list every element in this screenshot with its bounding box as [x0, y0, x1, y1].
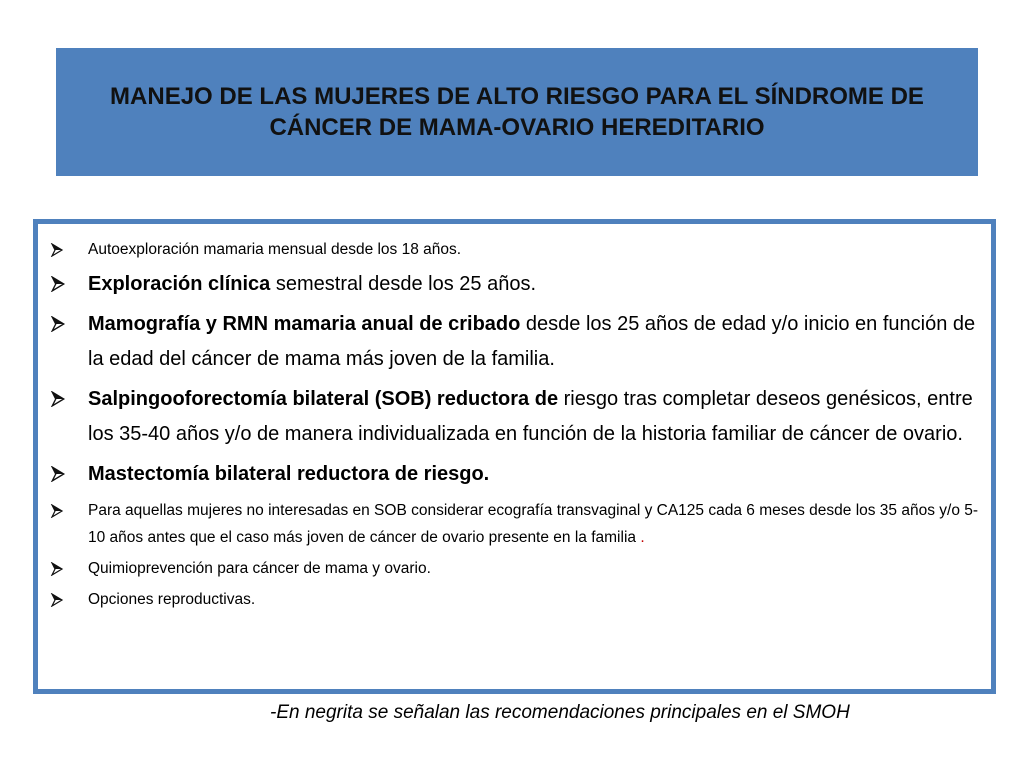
- list-item-bold: Salpingooforectomía bilateral (SOB) reductora de: [88, 388, 559, 410]
- arrowhead-bullet-icon: [50, 555, 88, 576]
- arrowhead-bullet-icon: [50, 236, 88, 257]
- list-item-plain: Para aquellas mujeres no interesadas en SOB considerar ecografía transvaginal y CA125 cada 6 meses desde los 35 años y/o 5-10 años antes que el caso más joven de cáncer de ovario presente en la familia: [88, 502, 979, 546]
- slide-title-line-1: MANEJO DE LAS MUJERES DE ALTO RIESGO PARA EL SÍNDROME DE: [110, 83, 924, 110]
- list-item-opciones-reproductivas: [50, 586, 979, 613]
- arrowhead-bullet-icon: [50, 586, 88, 607]
- arrowhead-bullet-icon: [50, 457, 88, 482]
- arrowhead-bullet-icon: [50, 382, 88, 407]
- list-item-plain: Opciones reproductivas.: [88, 591, 256, 608]
- arrowhead-bullet-icon: [50, 497, 88, 518]
- list-item-mamografia: [50, 307, 979, 377]
- list-item-mastectomia: [50, 457, 979, 492]
- recommendations-panel: [33, 219, 996, 694]
- list-item-text: [88, 267, 979, 302]
- slide-title-line-2: CÁNCER DE MAMA-OVARIO HEREDITARIO: [269, 114, 765, 141]
- list-item-salpingooforectomia: [50, 382, 979, 452]
- list-item-quimioprevencion: [50, 555, 979, 582]
- list-item-plain: Quimioprevención para cáncer de mama y ovario.: [88, 560, 431, 577]
- list-item-text: [88, 457, 979, 492]
- list-item-suffix: .: [640, 529, 645, 546]
- list-item-plain: Autoexploración mamaria mensual desde los 18 años.: [88, 241, 462, 258]
- arrowhead-bullet-icon: [50, 267, 88, 292]
- list-item-text: [88, 307, 979, 377]
- list-item-bold: Mastectomía bilateral reductora de riesgo.: [88, 463, 490, 485]
- list-item-plain: desde los 25 años de edad y/o inicio en función de la edad del cáncer de mama más joven de la familia.: [88, 313, 976, 370]
- list-item-plain: riesgo tras completar deseos genésicos, entre los 35-40 años y/o de manera individualizada en función de la historia familiar de cáncer de ovario.: [88, 388, 973, 445]
- list-item-autoexploracion: [50, 236, 979, 263]
- arrowhead-bullet-icon: [50, 307, 88, 332]
- recommendations-list: [50, 236, 979, 617]
- list-item-text: [88, 497, 979, 551]
- slide-title: [70, 81, 964, 143]
- list-item-text: [88, 236, 979, 263]
- list-item-ecografia: [50, 497, 979, 551]
- title-banner: [56, 48, 978, 176]
- list-item-text: [88, 555, 979, 582]
- list-item-bold: Exploración clínica: [88, 273, 271, 295]
- list-item-exploracion-clinica: [50, 267, 979, 302]
- footnote: -En negrita se señalan las recomendaciones principales en el SMOH: [270, 702, 850, 723]
- list-item-bold: Mamografía y RMN mamaria anual de cribado: [88, 313, 521, 335]
- list-item-text: [88, 586, 979, 613]
- list-item-text: [88, 382, 979, 452]
- list-item-plain: semestral desde los 25 años.: [270, 273, 536, 295]
